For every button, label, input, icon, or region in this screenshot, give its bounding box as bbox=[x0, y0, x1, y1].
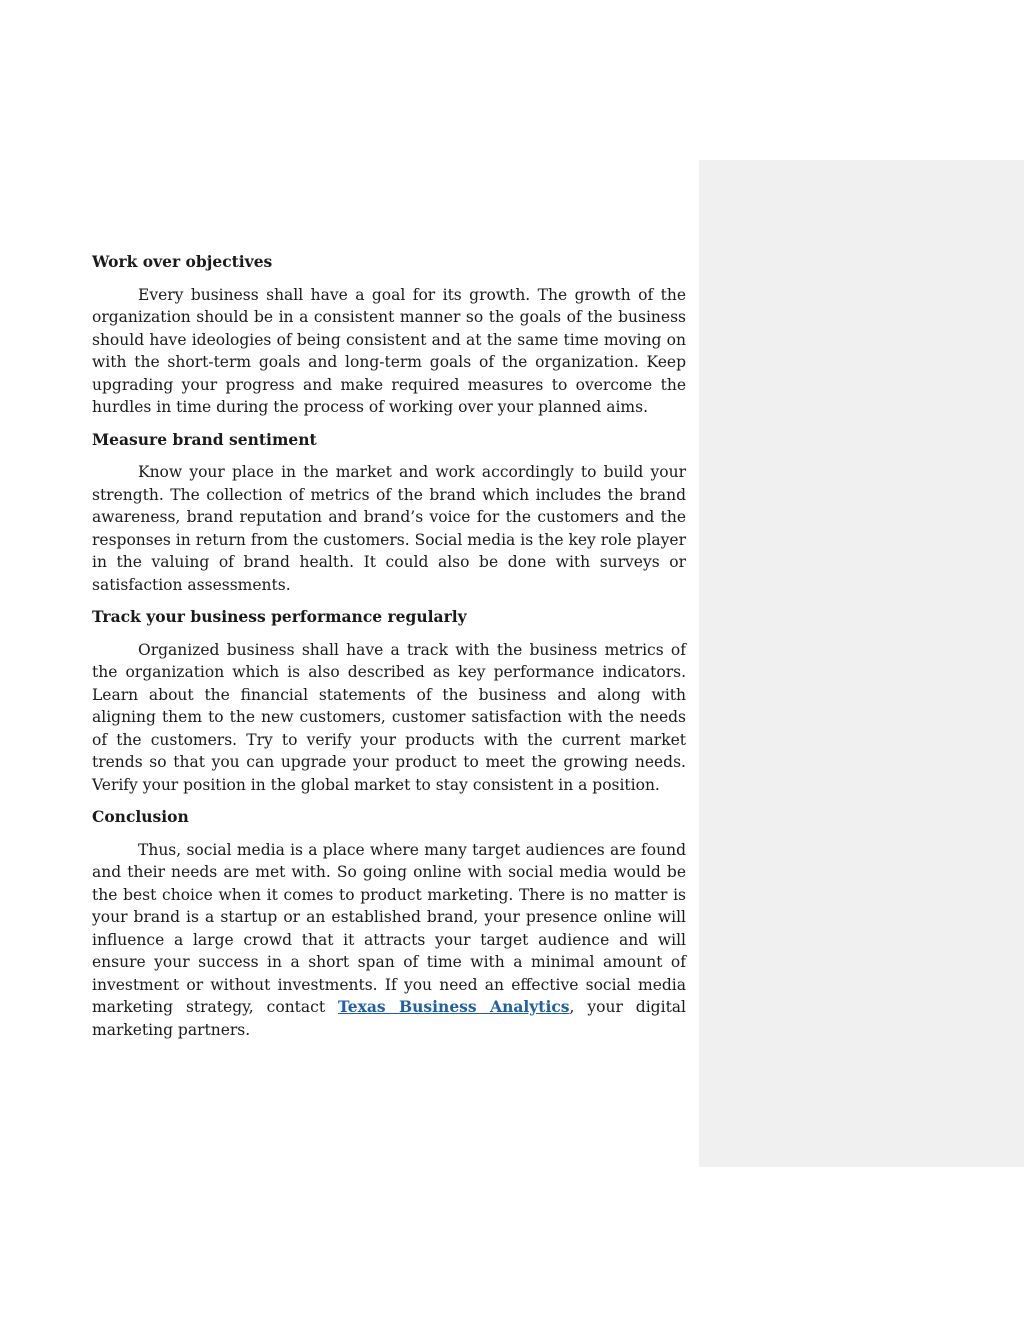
conclusion-heading: Conclusion bbox=[92, 807, 189, 826]
texas-business-analytics-link[interactable]: Texas Business Analytics bbox=[338, 997, 570, 1016]
comment-pane bbox=[699, 160, 1024, 1167]
conclusion-paragraph bbox=[92, 839, 686, 1042]
conclusion-tail-text: , your digital marketing partners. bbox=[92, 998, 686, 1039]
section-heading-objectives: Work over objectives bbox=[92, 252, 273, 271]
document-body bbox=[92, 251, 686, 1051]
section-heading-brand-sentiment: Measure brand sentiment bbox=[92, 429, 317, 449]
section-paragraph-performance: Organized business shall have a track with the business metrics of the organization which is also described as key performance indicators. Learn about the financial statements of the business and along with aligning them to the new customers, customer satisfaction with the needs of the customers. Try to verify your products with the current market trends so that you can upgrade your product to meet the growing needs. Verify your position in the global market to stay consistent in a position. bbox=[92, 640, 686, 794]
conclusion-text: Thus, social media is a place where many target audiences are found and their needs are met with. So going online with social media would be the best choice when it comes to product marketing. There is no matter is your brand is a startup or an established brand, your presence online will influence a large crowd that it attracts your target audience and will ensure your success in a short span of time with a minimal amount of investment or without investments. If you need an effective social media marketing strategy, contact bbox=[92, 840, 686, 1016]
section-paragraph-objectives: Every business shall have a goal for its growth. The growth of the organization should be in a consistent manner so the goals of the business should have ideologies of being consistent and at the same time moving on with the short-term goals and long-term goals of the organization. Keep upgrading your progress and make required measures to overcome the hurdles in time during the process of working over your planned aims. bbox=[92, 285, 686, 416]
section-paragraph-brand-sentiment: Know your place in the market and work accordingly to build your strength. The collection of metrics of the brand which includes the brand awareness, brand reputation and brand’s voice for the customers and the responses in return from the customers. Social media is the key role player in the valuing of brand health. It could also be done with surveys or satisfaction assessments. bbox=[92, 463, 686, 594]
section-heading-performance: Track your business performance regularly bbox=[92, 607, 467, 626]
